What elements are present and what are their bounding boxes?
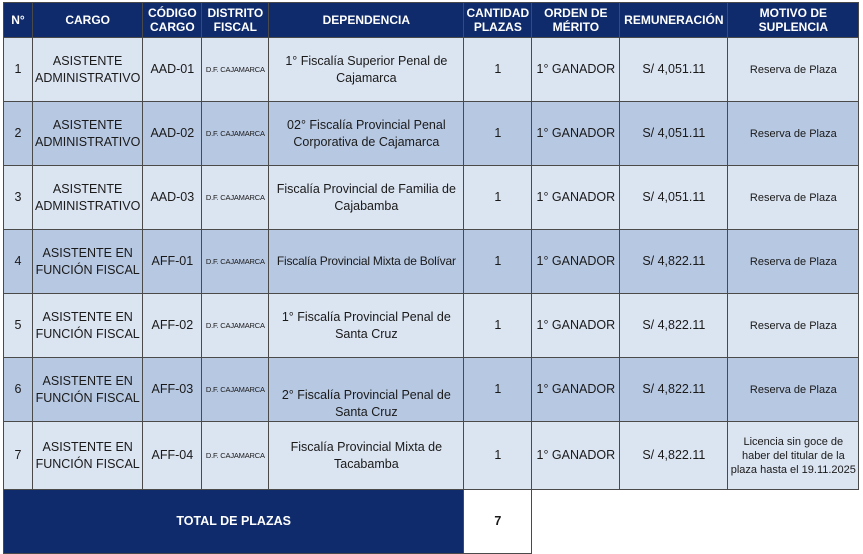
header-codigo: CÓDIGO CARGO	[143, 3, 202, 38]
row-motivo: Licencia sin goce de haber del titular de la plaza hasta el 19.11.2025	[728, 422, 859, 490]
row-dependencia: 1° Fiscalía Provincial Penal de Santa Cruz	[269, 294, 464, 358]
row-motivo: Reserva de Plaza	[728, 294, 859, 358]
row-motivo: Reserva de Plaza	[728, 102, 859, 166]
row-num: 6	[4, 358, 33, 422]
table-row	[4, 358, 859, 422]
row-cantidad: 1	[464, 38, 532, 102]
row-num: 3	[4, 166, 33, 230]
row-motivo: Reserva de Plaza	[728, 358, 859, 422]
table-row	[4, 166, 859, 230]
header-row	[4, 3, 859, 38]
row-remuneracion: S/ 4,822.11	[620, 358, 728, 422]
row-cantidad: 1	[464, 422, 532, 490]
row-remuneracion: S/ 4,051.11	[620, 38, 728, 102]
header-num: N°	[4, 3, 33, 38]
row-distrito: D.F. CAJAMARCA	[202, 422, 269, 490]
header-dependencia: DEPENDENCIA	[269, 3, 464, 38]
table-row	[4, 294, 859, 358]
row-distrito: D.F. CAJAMARCA	[202, 38, 269, 102]
row-codigo: AFF-02	[143, 294, 202, 358]
row-cantidad: 1	[464, 358, 532, 422]
row-remuneracion: S/ 4,051.11	[620, 166, 728, 230]
row-codigo: AAD-01	[143, 38, 202, 102]
row-codigo: AAD-02	[143, 102, 202, 166]
plazas-table	[3, 2, 859, 554]
row-dependencia-cell	[269, 358, 464, 422]
header-cargo: CARGO	[33, 3, 143, 38]
row-cantidad: 1	[464, 230, 532, 294]
row-dependencia: 2° Fiscalía Provincial Penal de Santa Cruz	[281, 387, 451, 419]
total-row	[4, 490, 859, 554]
row-cargo: ASISTENTE EN FUNCIÓN FISCAL	[33, 422, 143, 490]
row-cargo: ASISTENTE ADMINISTRATIVO	[33, 38, 143, 102]
row-dependencia: Fiscalía Provincial de Familia de Cajabamba	[269, 166, 464, 230]
row-cantidad: 1	[464, 102, 532, 166]
row-remuneracion: S/ 4,051.11	[620, 102, 728, 166]
header-cantidad: CANTIDAD PLAZAS	[464, 3, 532, 38]
row-codigo: AFF-01	[143, 230, 202, 294]
row-distrito: D.F. CAJAMARCA	[202, 294, 269, 358]
total-label: TOTAL DE PLAZAS	[4, 490, 464, 554]
row-distrito: D.F. CAJAMARCA	[202, 358, 269, 422]
row-distrito: D.F. CAJAMARCA	[202, 102, 269, 166]
row-motivo: Reserva de Plaza	[728, 38, 859, 102]
row-distrito: D.F. CAJAMARCA	[202, 166, 269, 230]
header-orden: ORDEN DE MÉRITO	[532, 3, 620, 38]
header-remuneracion: REMUNERACIÓN	[620, 3, 728, 38]
row-dependencia: Fiscalía Provincial Mixta de Bolívar	[269, 230, 464, 294]
header-distrito: DISTRITO FISCAL	[202, 3, 269, 38]
row-remuneracion: S/ 4,822.11	[620, 230, 728, 294]
row-orden: 1° GANADOR	[532, 102, 620, 166]
row-distrito: D.F. CAJAMARCA	[202, 230, 269, 294]
row-orden: 1° GANADOR	[532, 358, 620, 422]
table-row	[4, 102, 859, 166]
row-num: 2	[4, 102, 33, 166]
row-orden: 1° GANADOR	[532, 166, 620, 230]
row-codigo: AFF-03	[143, 358, 202, 422]
row-cargo: ASISTENTE EN FUNCIÓN FISCAL	[33, 230, 143, 294]
row-orden: 1° GANADOR	[532, 38, 620, 102]
total-spacer	[532, 490, 859, 554]
row-remuneracion: S/ 4,822.11	[620, 422, 728, 490]
row-cargo: ASISTENTE EN FUNCIÓN FISCAL	[33, 294, 143, 358]
total-value: 7	[464, 490, 532, 554]
row-codigo: AFF-04	[143, 422, 202, 490]
header-motivo: MOTIVO DE SUPLENCIA	[728, 3, 859, 38]
row-cantidad: 1	[464, 166, 532, 230]
row-num: 1	[4, 38, 33, 102]
row-dependencia: Fiscalía Provincial Mixta de Tacabamba	[269, 422, 464, 490]
row-num: 4	[4, 230, 33, 294]
row-dependencia: 1° Fiscalía Superior Penal de Cajamarca	[269, 38, 464, 102]
row-orden: 1° GANADOR	[532, 294, 620, 358]
table-row	[4, 422, 859, 490]
row-remuneracion: S/ 4,822.11	[620, 294, 728, 358]
row-num: 7	[4, 422, 33, 490]
row-dependencia: 02° Fiscalía Provincial Penal Corporativa de Cajamarca	[269, 102, 464, 166]
row-cargo: ASISTENTE EN FUNCIÓN FISCAL	[33, 358, 143, 422]
table-row	[4, 38, 859, 102]
row-motivo: Reserva de Plaza	[728, 230, 859, 294]
row-orden: 1° GANADOR	[532, 422, 620, 490]
table-row	[4, 230, 859, 294]
row-cargo: ASISTENTE ADMINISTRATIVO	[33, 102, 143, 166]
row-cargo: ASISTENTE ADMINISTRATIVO	[33, 166, 143, 230]
row-orden: 1° GANADOR	[532, 230, 620, 294]
row-codigo: AAD-03	[143, 166, 202, 230]
row-num: 5	[4, 294, 33, 358]
row-motivo: Reserva de Plaza	[728, 166, 859, 230]
row-cantidad: 1	[464, 294, 532, 358]
